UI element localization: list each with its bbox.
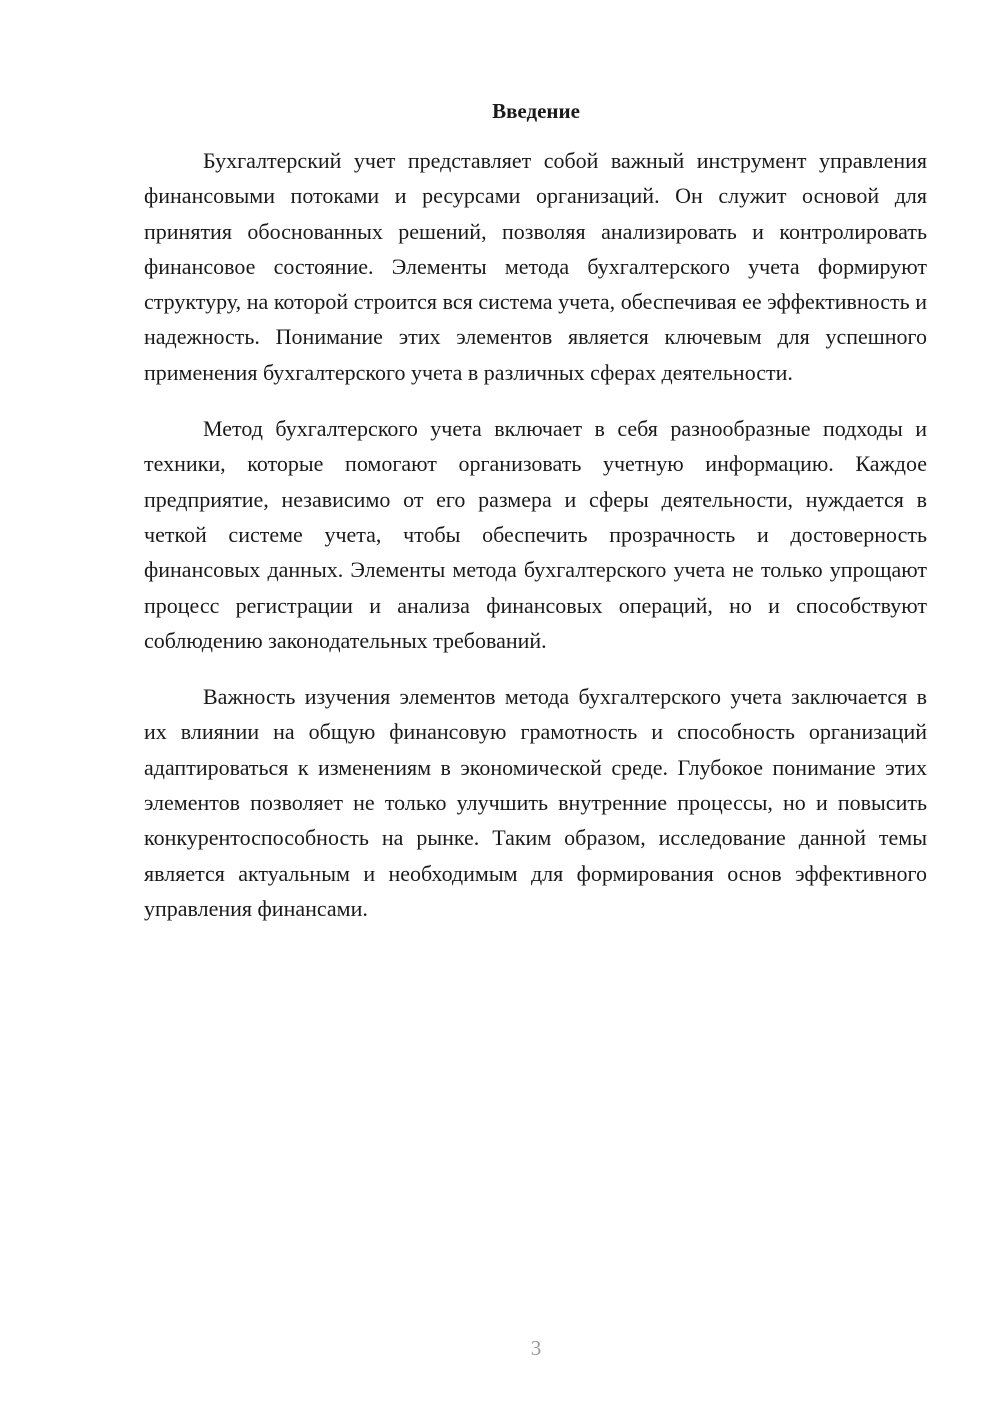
section-heading: Введение: [492, 99, 580, 123]
body-text: [144, 143, 927, 947]
paragraph-2: Метод бухгалтерского учета включает в себя разнообразные подходы и техники, которые помогают организовать учетную информацию. Каждое предприятие, независимо от его размера и сферы деятельности, нуждается в четкой системе учета, чтобы обеспечить прозрачность и достоверность финансовых данных. Элементы метода бухгалтерского учета не только упрощают процесс регистрации и анализа финансовых операций, но и способствуют соблюдению законодательных требований.: [144, 416, 927, 653]
paragraph-3: Важность изучения элементов метода бухгалтерского учета заключается в их влиянии на общую финансовую грамотность и способность организаций адаптироваться к изменениям в экономической среде. Глубокое понимание этих элементов позволяет не только улучшить внутренние процессы, но и повысить конкурентоспособность на рынке. Таким образом, исследование данной темы является актуальным и необходимым для формирования основ эффективного управления финансами.: [144, 684, 927, 921]
page-number: 3: [530, 1336, 542, 1360]
paragraph-1: Бухгалтерский учет представляет собой важный инструмент управления финансовыми потоками и ресурсами организаций. Он служит основой для принятия обоснованных решений, позволяя анализировать и контролировать финансовое состояние. Элементы метода бухгалтерского учета формируют структуру, на которой строится вся система учета, обеспечивая ее эффективность и надежность. Понимание этих элементов является ключевым для успешного применения бухгалтерского учета в различных сферах деятельности.: [144, 148, 927, 385]
